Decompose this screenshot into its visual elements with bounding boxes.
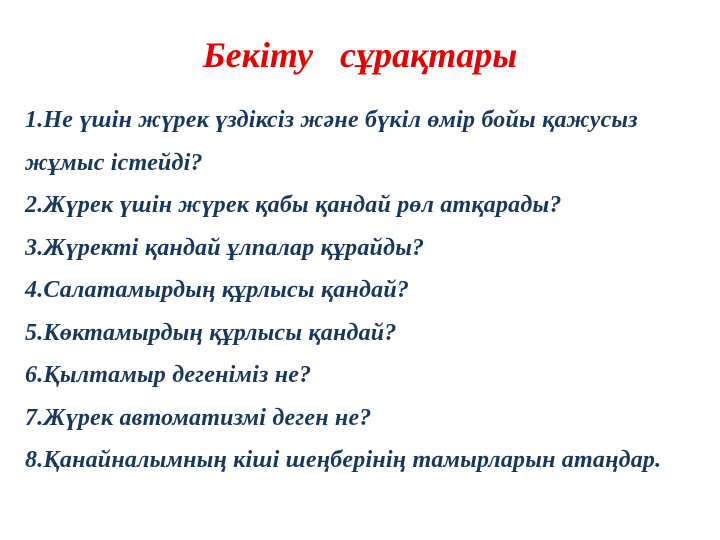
question-line-8: 8.Қанайналымның кіші шеңберінің тамырларын атаңдар. <box>25 447 662 473</box>
slide-title: Бекіту сұрақтары <box>202 35 518 75</box>
question-line-6: 6.Қылтамыр дегеніміз не? <box>25 362 312 388</box>
question-line-3: 3.Жүректі қандай ұлпалар құрайды? <box>25 234 425 261</box>
question-line-7: 7.Жүрек автоматизмі деген не? <box>25 404 372 431</box>
question-line-1a: 1.Не үшін жүрек үздіксіз және бүкіл өмір бойы қажусыз <box>25 107 638 133</box>
question-line-2: 2.Жүрек үшін жүрек қабы қандай рөл атқарады? <box>25 192 562 218</box>
question-line-1b: жұмыс істейді? <box>25 149 203 176</box>
question-line-4: 4.Салатамырдың құрлысы қандай? <box>25 277 410 303</box>
question-line-5: 5.Көктамырдың құрлысы қандай? <box>25 319 397 346</box>
questions-list <box>25 99 705 482</box>
